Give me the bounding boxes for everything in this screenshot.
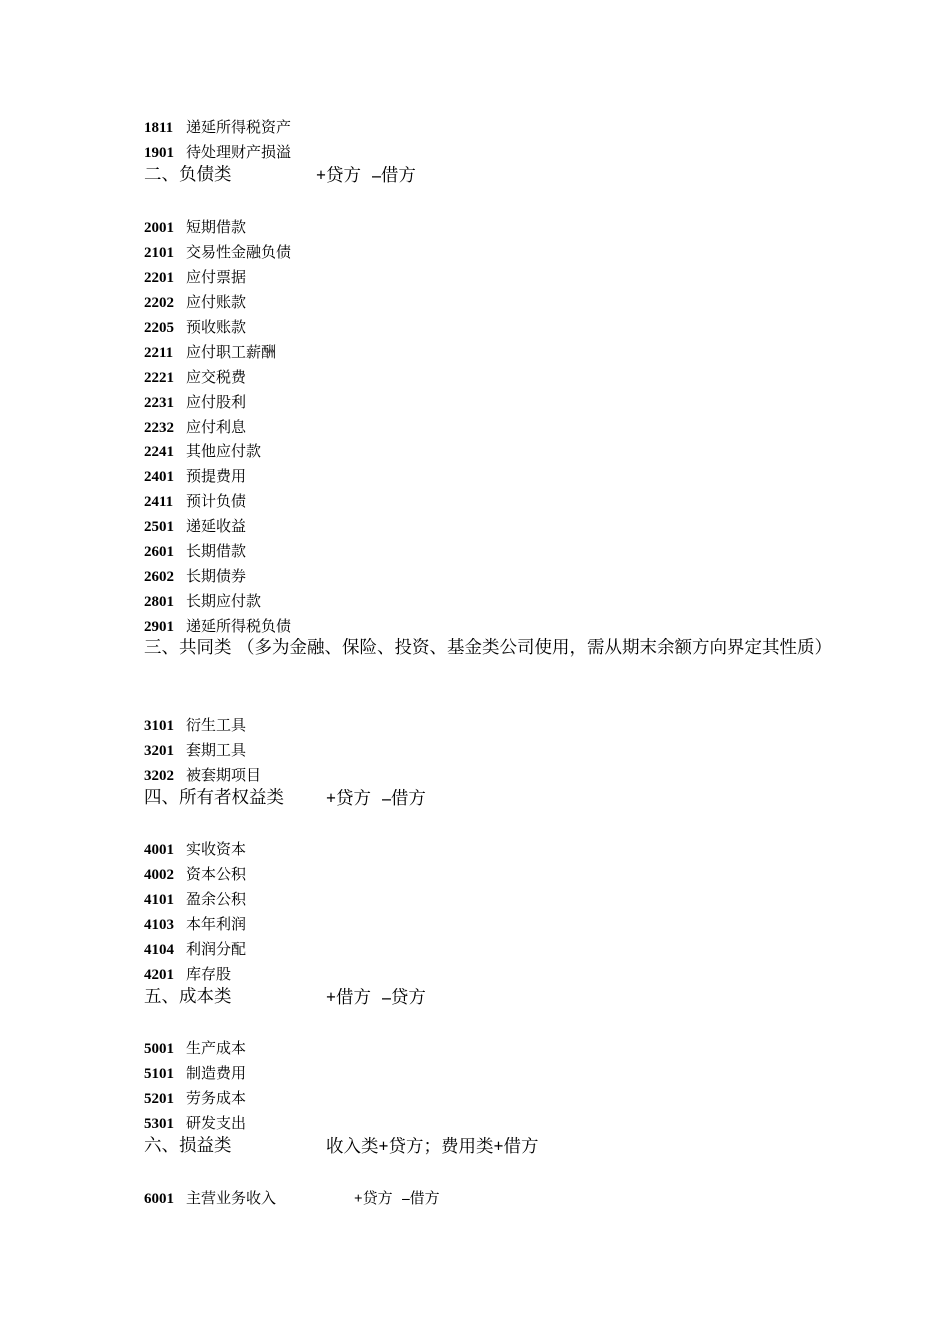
account-row (144, 566, 246, 586)
account-code: 2211 (144, 345, 174, 361)
account-code: 1901 (144, 145, 174, 161)
plus-sign: + (493, 1136, 504, 1156)
account-code: 2232 (144, 420, 174, 436)
account-code: 3201 (144, 743, 174, 759)
account-name: 应付股利 (186, 393, 247, 411)
account-name: 利润分配 (186, 940, 247, 958)
section-title: 五、成本类 (144, 987, 232, 1007)
account-row (144, 591, 261, 611)
account-name: 实收资本 (186, 840, 247, 858)
account-name: 衍生工具 (186, 716, 247, 734)
account-name: 主营业务收入 (186, 1189, 277, 1207)
account-code: 2901 (144, 619, 174, 635)
account-row (144, 367, 246, 387)
account-name: 库存股 (186, 965, 232, 983)
account-row (144, 1063, 246, 1083)
account-row (144, 964, 231, 984)
account-name: 递延收益 (186, 517, 247, 535)
account-name: 应付利息 (186, 418, 247, 436)
account-code: 5301 (144, 1116, 174, 1132)
account-row (144, 889, 246, 909)
rule-side: 借方 (380, 166, 416, 186)
account-code: 2602 (144, 569, 174, 585)
account-row (144, 1113, 246, 1133)
plus-sign: + (316, 165, 326, 185)
account-name: 制造费用 (186, 1064, 247, 1082)
account-row (144, 616, 291, 636)
account-row (144, 765, 261, 785)
account-code: 2601 (144, 544, 174, 560)
account-row (144, 466, 246, 486)
account-name: 预计负债 (186, 492, 247, 510)
account-name: 其他应付款 (186, 442, 262, 460)
rule-side: 借方 (409, 1189, 440, 1207)
section-heading-common: 三、共同类 （多为金融、保险、投资、基金类公司使用，需从期末余额方向界定其性质） (144, 638, 833, 658)
account-row (144, 939, 246, 959)
account-row (144, 914, 246, 934)
account-code: 1811 (144, 120, 174, 136)
account-name: 递延所得税资产 (186, 118, 292, 136)
account-name: 短期借款 (186, 218, 247, 236)
account-row (144, 839, 246, 859)
account-name: 本年利润 (186, 915, 247, 933)
account-row (144, 117, 291, 137)
account-code: 2001 (144, 220, 174, 236)
account-name: 交易性金融负债 (186, 243, 292, 261)
account-name: 待处理财产损溢 (186, 143, 292, 161)
account-code: 2201 (144, 270, 174, 286)
section-heading-liabilities (144, 163, 544, 187)
account-code: 2221 (144, 370, 174, 386)
account-name: 劳务成本 (186, 1089, 247, 1107)
rule-side: 贷方 (362, 1189, 393, 1207)
account-name: 预收账款 (186, 318, 247, 336)
account-name: 预提费用 (186, 467, 247, 485)
account-row (144, 441, 261, 461)
account-name: 被套期项目 (186, 766, 262, 784)
account-code: 4001 (144, 842, 174, 858)
account-name: 资本公积 (186, 865, 247, 883)
account-row (144, 1088, 246, 1108)
minus-sign: – (382, 987, 391, 1007)
minus-sign: – (402, 1191, 410, 1207)
account-name: 应交税费 (186, 368, 247, 386)
account-name: 套期工具 (186, 741, 247, 759)
section-title: 二、负债类 (144, 165, 232, 185)
account-name: 递延所得税负债 (186, 617, 292, 635)
account-code: 6001 (144, 1191, 174, 1207)
rule-side: 借方 (335, 988, 371, 1008)
account-code: 4101 (144, 892, 174, 908)
account-row (144, 242, 291, 262)
account-code: 3202 (144, 768, 174, 784)
account-name: 盈余公积 (186, 890, 247, 908)
balance-rule (354, 1188, 440, 1209)
balance-rule (326, 985, 426, 1010)
account-code: 2202 (144, 295, 174, 311)
account-name: 研发支出 (186, 1114, 247, 1132)
account-code: 5201 (144, 1091, 174, 1107)
minus-sign: – (382, 788, 391, 808)
account-name: 长期应付款 (186, 592, 262, 610)
account-name: 长期债券 (186, 567, 247, 585)
rule-side: 贷方 (335, 789, 371, 809)
balance-rule (326, 786, 426, 811)
account-row (144, 317, 246, 337)
account-row (144, 217, 246, 237)
account-row (144, 1038, 246, 1058)
minus-sign: – (372, 165, 381, 185)
section-title: 六、损益类 (144, 1136, 232, 1156)
account-code: 4104 (144, 942, 174, 958)
section-heading-profit-loss (144, 1134, 644, 1158)
account-code: 4201 (144, 967, 174, 983)
rule-side: 借方 (390, 789, 426, 809)
account-row (144, 292, 246, 312)
account-row (144, 267, 246, 287)
account-code: 5001 (144, 1041, 174, 1057)
account-row (144, 1188, 544, 1208)
account-code: 2101 (144, 245, 174, 261)
account-row (144, 392, 246, 412)
account-code: 2231 (144, 395, 174, 411)
account-name: 应付票据 (186, 268, 247, 286)
rule-side: 贷方 (390, 988, 426, 1008)
account-name: 应付账款 (186, 293, 247, 311)
account-name: 生产成本 (186, 1039, 247, 1057)
account-code: 4103 (144, 917, 174, 933)
plus-sign: + (378, 1136, 389, 1156)
rule-side: 贷方；费用类 (388, 1137, 494, 1157)
account-row (144, 740, 246, 760)
account-row (144, 342, 276, 362)
plus-sign: + (354, 1191, 363, 1207)
account-code: 2801 (144, 594, 174, 610)
account-row (144, 142, 291, 162)
account-code: 5101 (144, 1066, 174, 1082)
account-code: 3101 (144, 718, 174, 734)
rule-label: 收入类 (326, 1137, 379, 1157)
account-code: 4002 (144, 867, 174, 883)
plus-sign: + (326, 788, 336, 808)
section-heading-cost (144, 985, 544, 1009)
account-row (144, 715, 246, 735)
account-code: 2501 (144, 519, 174, 535)
section-heading-equity (144, 786, 544, 810)
account-name: 应付职工薪酬 (186, 343, 277, 361)
rule-side: 贷方 (325, 166, 361, 186)
account-name: 长期借款 (186, 542, 247, 560)
balance-rule (326, 1134, 538, 1159)
account-row (144, 491, 246, 511)
account-code: 2241 (144, 444, 174, 460)
account-code: 2205 (144, 320, 174, 336)
account-row (144, 541, 246, 561)
plus-sign: + (326, 987, 336, 1007)
account-row (144, 864, 246, 884)
section-title: 四、所有者权益类 (144, 788, 284, 808)
balance-rule (316, 163, 416, 188)
account-row (144, 516, 246, 536)
account-code: 2401 (144, 469, 174, 485)
account-row (144, 417, 246, 437)
rule-side: 借方 (503, 1137, 539, 1157)
account-code: 2411 (144, 494, 174, 510)
